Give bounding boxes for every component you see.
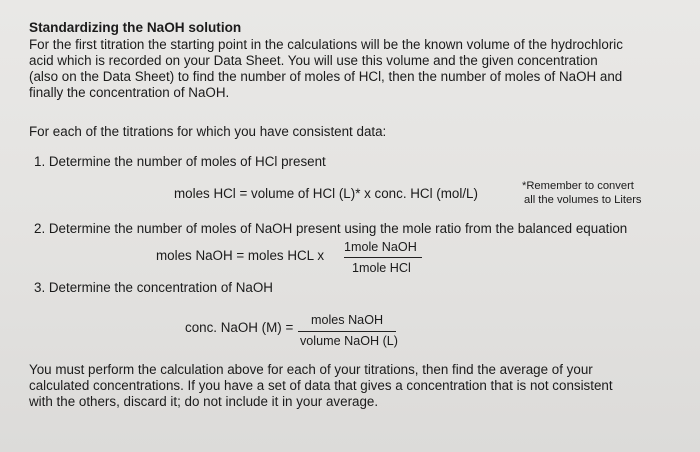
step-3-fraction-bar [298, 331, 396, 332]
step-2-numerator: 1mole NaOH [344, 240, 417, 254]
intro-line-2: acid which is recorded on your Data Sheet. You will use this volume and the given concentration [29, 53, 598, 68]
closing-line-1: You must perform the calculation above for each of your titrations, then find the average of your [29, 362, 593, 377]
intro-line-4: finally the concentration of NaOH. [29, 85, 230, 100]
step-1-label: 1. Determine the number of moles of HCl present [34, 154, 326, 169]
step-3-numerator: moles NaOH [311, 313, 384, 327]
step-2-label: 2. Determine the number of moles of NaOH present using the mole ratio from the balanced equation [34, 221, 628, 236]
closing-line-3: with the others, discard it; do not include it in your average. [29, 394, 379, 409]
closing-line-2: calculated concentrations. If you have a set of data that gives a concentration that is not consistent [29, 378, 613, 393]
step-2-denominator: 1mole HCl [352, 261, 411, 275]
convert-note-line-2: all the volumes to Liters [524, 194, 642, 206]
step-1-equation: moles HCl = volume of HCl (L)* x conc. HCl (mol/L) [174, 186, 478, 201]
step-2-equation-left: moles NaOH = moles HCL x [156, 248, 325, 263]
section-heading: Standardizing the NaOH solution [29, 20, 242, 35]
consistent-data-line: For each of the titrations for which you have consistent data: [29, 124, 387, 139]
convert-note-line-1: *Remember to convert [522, 180, 634, 192]
intro-line-1: For the first titration the starting point in the calculations will be the known volume of the hydrochloric [29, 37, 623, 52]
step-3-denominator: volume NaOH (L) [300, 334, 398, 348]
step-2-fraction-bar [344, 257, 422, 258]
step-3-label: 3. Determine the concentration of NaOH [34, 280, 273, 295]
step-3-equation-left: conc. NaOH (M) = [185, 320, 294, 335]
intro-line-3: (also on the Data Sheet) to find the number of moles of HCl, then the number of moles of NaOH and [29, 69, 623, 84]
